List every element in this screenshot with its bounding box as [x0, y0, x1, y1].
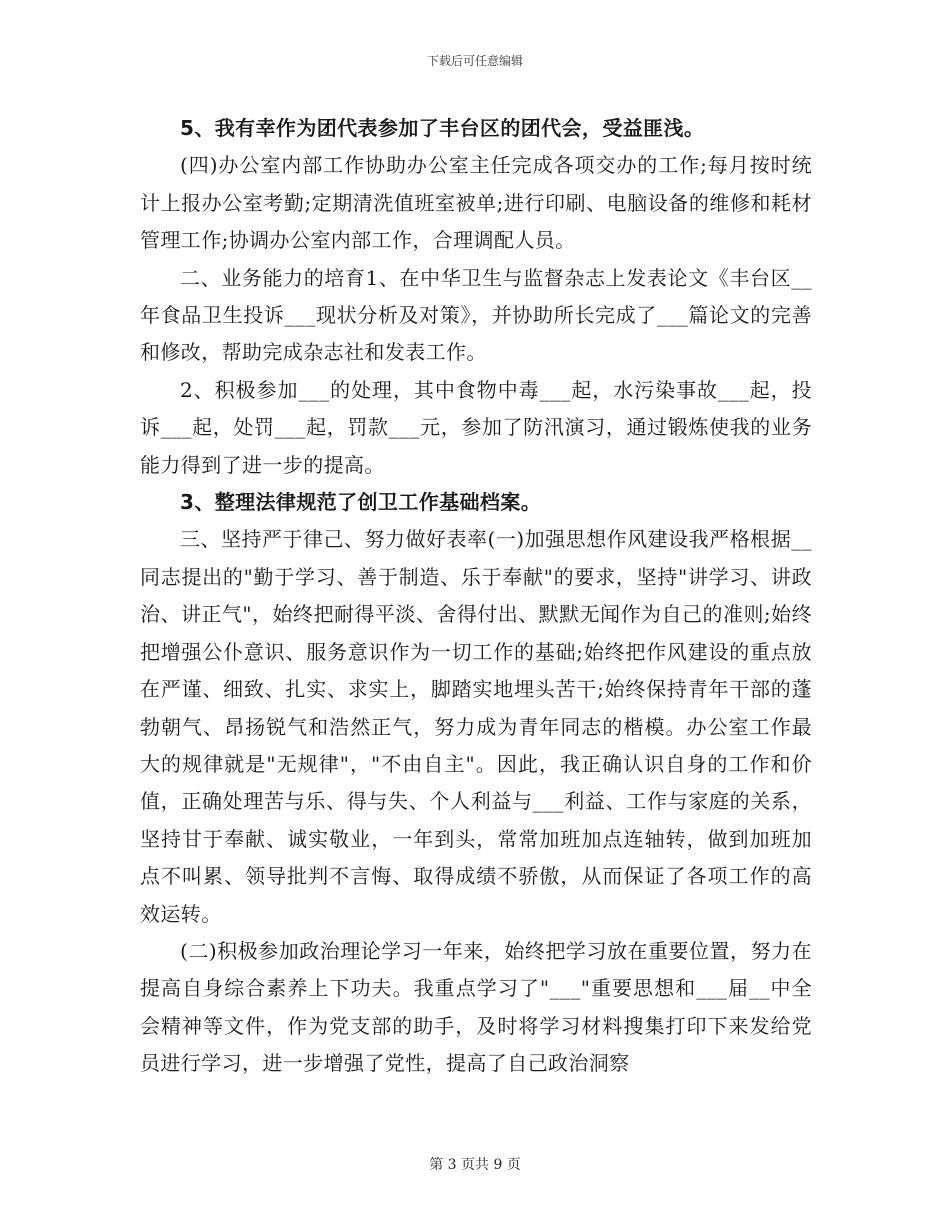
paragraph-business-ability: 二、业务能力的培育1、在中华卫生与监督杂志上发表论文《丰台区__年食品卫生投诉___现状分析及对策》，并协助所长完成了___篇论文的完善和修改，帮助完成杂志社和发表工作。	[140, 265, 812, 365]
page-number: 第 3 页共 9 页	[429, 1157, 521, 1173]
paragraph-incident-handling: 2、积极参加___的处理，其中食物中毒___起，水污染事故___起，投诉___起，处罚___起，罚款___元，参加了防汛演习，通过锻炼使我的业务能力得到了进一步的提高。	[140, 377, 812, 477]
paragraph-political-study: (二)积极参加政治理论学习一年来，始终把学习放在重要位置，努力在提高自身综合素养上下功夫。我重点学习了"___"重要思想和___届__中全会精神等文件，作为党支部的助手，及时将学习材料搜集打印下来发给党员进行学习，进一步增强了党性，提高了自己政治洞察	[140, 938, 812, 1076]
document-body	[140, 110, 812, 1083]
page-header: 下载后可任意编辑	[426, 54, 523, 68]
paragraph-heading-3: 3、整理法律规范了创卫工作基础档案。	[180, 490, 542, 515]
paragraph-heading-5: 5、我有幸作为团代表参加了丰台区的团代会，受益匪浅。	[180, 116, 705, 140]
paragraph-self-discipline: 三、坚持严于律己、努力做好表率(一)加强思想作风建设我严格根据__同志提出的"勤于学习、善于制造、乐于奉献"的要求，坚持"讲学习、讲政治、讲正气"，始终把耐得平淡、舍得付出、默默无闻作为自己的准则;始终把增强公仆意识、服务意识作为一切工作的基础;始终把作风建设的重点放在严谨、细致、扎实、求实上，脚踏实地埋头苦干;始终保持青年干部的蓬勃朝气、昂扬锐气和浩然正气，努力成为青年同志的楷模。办公室工作最大的规律就是"无规律"，"不由自主"。因此，我正确认识自身的工作和价值，正确处理苦与乐、得与失、个人利益与___利益、工作与家庭的关系，坚持甘于奉献、诚实敬业，一年到头，常常加班加点连轴转，做到加班加点不叫累、领导批判不言悔、取得成绩不骄傲，从而保证了各项工作的高效运转。	[140, 527, 812, 926]
paragraph-office-work: (四)办公室内部工作协助办公室主任完成各项交办的工作;每月按时统计上报办公室考勤;定期清洗值班室被单;进行印刷、电脑设备的维修和耗材管理工作;协调办公室内部工作，合理调配人员。	[140, 153, 812, 253]
